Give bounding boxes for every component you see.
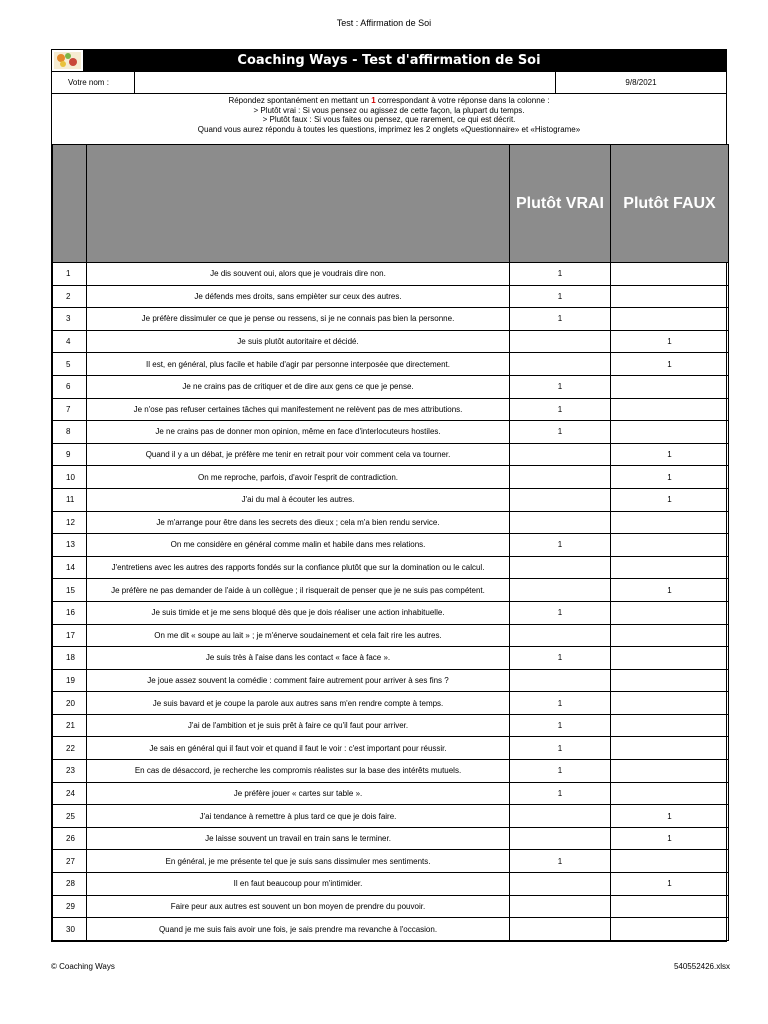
header-number-blank xyxy=(53,145,87,263)
question-text: Quand je me suis fais avoir une fois, je sais prendre ma revanche à l'occasion. xyxy=(87,918,510,941)
question-number: 25 xyxy=(53,805,87,828)
table-row xyxy=(53,850,729,873)
table-row xyxy=(53,760,729,783)
question-number: 5 xyxy=(53,353,87,376)
table-row xyxy=(53,579,729,602)
answer-vrai-cell[interactable] xyxy=(510,873,611,896)
answer-vrai-cell[interactable] xyxy=(510,556,611,579)
table-row xyxy=(53,285,729,308)
answer-faux-cell[interactable] xyxy=(611,692,729,715)
table-row xyxy=(53,805,729,828)
table-row xyxy=(53,714,729,737)
question-number: 1 xyxy=(53,263,87,286)
answer-vrai-cell[interactable]: 1 xyxy=(510,263,611,286)
question-text: Je laisse souvent un travail en train sans le terminer. xyxy=(87,827,510,850)
answer-vrai-cell[interactable] xyxy=(510,443,611,466)
answer-faux-cell[interactable]: 1 xyxy=(611,579,729,602)
question-text: Je n'ose pas refuser certaines tâches qui manifestement ne relèvent pas de mes attributions. xyxy=(87,398,510,421)
page-header: Test : Affirmation de Soi xyxy=(336,18,432,28)
table-row xyxy=(53,647,729,670)
questions-table xyxy=(52,144,729,941)
name-row xyxy=(52,71,726,93)
instructions-line3: > Plutôt faux : Si vous faites ou pensez, que rarement, ce qui est décrit. xyxy=(262,115,516,124)
question-number: 29 xyxy=(53,895,87,918)
answer-vrai-cell[interactable] xyxy=(510,330,611,353)
name-label: Votre nom : xyxy=(52,72,135,93)
question-text: J'ai du mal à écouter les autres. xyxy=(87,488,510,511)
question-text: En général, je me présente tel que je suis sans dissimuler mes sentiments. xyxy=(87,850,510,873)
table-row xyxy=(53,873,729,896)
sheet-title: Coaching Ways - Test d'affirmation de Soi xyxy=(237,53,541,68)
answer-vrai-cell[interactable] xyxy=(510,669,611,692)
question-number: 6 xyxy=(53,375,87,398)
question-text: Je défends mes droits, sans empièter sur ceux des autres. xyxy=(87,285,510,308)
logo-icon xyxy=(52,50,83,71)
question-text: On me dit « soupe au lait » ; je m'énerve soudainement et cela fait rire les autres. xyxy=(87,624,510,647)
answer-vrai-cell[interactable]: 1 xyxy=(510,850,611,873)
title-bar xyxy=(52,50,726,71)
question-number: 22 xyxy=(53,737,87,760)
table-row xyxy=(53,669,729,692)
answer-faux-cell[interactable] xyxy=(611,714,729,737)
table-row xyxy=(53,263,729,286)
answer-faux-cell[interactable] xyxy=(611,647,729,670)
answer-faux-cell[interactable] xyxy=(611,624,729,647)
question-number: 11 xyxy=(53,488,87,511)
question-text: Je joue assez souvent la comédie : comment faire autrement pour arriver à ses fins ? xyxy=(87,669,510,692)
answer-faux-cell[interactable]: 1 xyxy=(611,805,729,828)
table-row xyxy=(53,353,729,376)
question-text: J'ai tendance à remettre à plus tard ce que je dois faire. xyxy=(87,805,510,828)
header-faux: Plutôt FAUX xyxy=(611,145,729,263)
question-number: 20 xyxy=(53,692,87,715)
answer-faux-cell[interactable] xyxy=(611,511,729,534)
table-row xyxy=(53,737,729,760)
answer-faux-cell[interactable]: 1 xyxy=(611,353,729,376)
table-row xyxy=(53,308,729,331)
question-text: En cas de désaccord, je recherche les compromis réalistes sur la base des intérêts mutuels. xyxy=(87,760,510,783)
table-row xyxy=(53,534,729,557)
question-text: Il en faut beaucoup pour m'intimider. xyxy=(87,873,510,896)
answer-vrai-cell[interactable]: 1 xyxy=(510,692,611,715)
table-body xyxy=(53,263,729,941)
question-number: 30 xyxy=(53,918,87,941)
answer-vrai-cell[interactable]: 1 xyxy=(510,714,611,737)
question-text: Je préfère dissimuler ce que je pense ou ressens, si je ne connais pas bien la personne. xyxy=(87,308,510,331)
table-row xyxy=(53,918,729,941)
answer-faux-cell[interactable] xyxy=(611,556,729,579)
answer-vrai-cell[interactable] xyxy=(510,511,611,534)
instructions-line4: Quand vous aurez répondu à toutes les questions, imprimez les 2 onglets «Questionnaire» et «Histograme» xyxy=(197,124,581,134)
date-cell: 9/8/2021 xyxy=(625,78,657,87)
question-number: 4 xyxy=(53,330,87,353)
answer-faux-cell[interactable]: 1 xyxy=(611,330,729,353)
question-number: 18 xyxy=(53,647,87,670)
answer-vrai-cell[interactable] xyxy=(510,579,611,602)
answer-vrai-cell[interactable]: 1 xyxy=(510,398,611,421)
table-header-row xyxy=(53,145,729,263)
question-number: 26 xyxy=(53,827,87,850)
answer-vrai-cell[interactable]: 1 xyxy=(510,647,611,670)
table-row xyxy=(53,782,729,805)
answer-faux-cell[interactable] xyxy=(611,398,729,421)
answer-vrai-cell[interactable]: 1 xyxy=(510,421,611,444)
question-text: Je préfère jouer « cartes sur table ». xyxy=(87,782,510,805)
answer-faux-cell[interactable] xyxy=(611,669,729,692)
name-input[interactable] xyxy=(135,72,556,93)
header-statement-blank xyxy=(87,145,510,263)
answer-vrai-cell[interactable] xyxy=(510,805,611,828)
table-row xyxy=(53,692,729,715)
instructions-number: 1 xyxy=(371,96,376,105)
answer-faux-cell[interactable] xyxy=(611,308,729,331)
answer-faux-cell[interactable]: 1 xyxy=(611,873,729,896)
question-text: Je suis bavard et je coupe la parole aux autres sans m'en rendre compte à temps. xyxy=(87,692,510,715)
question-text: Faire peur aux autres est souvent un bon moyen de prendre du pouvoir. xyxy=(87,895,510,918)
question-number: 28 xyxy=(53,873,87,896)
footer-filename: 540552426.xlsx xyxy=(673,962,730,971)
question-text: On me considère en général comme malin et habile dans mes relations. xyxy=(87,534,510,557)
table-row xyxy=(53,375,729,398)
answer-vrai-cell[interactable] xyxy=(510,827,611,850)
question-text: On me reproche, parfois, d'avoir l'esprit de contradiction. xyxy=(87,466,510,489)
question-number: 8 xyxy=(53,421,87,444)
answer-faux-cell[interactable] xyxy=(611,421,729,444)
answer-vrai-cell[interactable]: 1 xyxy=(510,601,611,624)
question-number: 9 xyxy=(53,443,87,466)
table-row xyxy=(53,398,729,421)
question-number: 12 xyxy=(53,511,87,534)
table-row xyxy=(53,624,729,647)
question-number: 19 xyxy=(53,669,87,692)
table-row xyxy=(53,556,729,579)
answer-faux-cell[interactable] xyxy=(611,285,729,308)
answer-vrai-cell[interactable]: 1 xyxy=(510,737,611,760)
answer-faux-cell[interactable] xyxy=(611,782,729,805)
answer-vrai-cell[interactable] xyxy=(510,895,611,918)
answer-faux-cell[interactable]: 1 xyxy=(611,443,729,466)
instructions-line1-after: correspondant à votre réponse dans la colonne : xyxy=(375,96,550,105)
answer-vrai-cell[interactable]: 1 xyxy=(510,534,611,557)
question-number: 7 xyxy=(53,398,87,421)
answer-faux-cell[interactable] xyxy=(611,737,729,760)
question-number: 21 xyxy=(53,714,87,737)
table-row xyxy=(53,895,729,918)
question-text: Je sais en général qui il faut voir et quand il faut le voir : c'est important pour réussir. xyxy=(87,737,510,760)
question-text: J'entretiens avec les autres des rapports fondés sur la confiance plutôt que sur la domination ou le calcul. xyxy=(87,556,510,579)
answer-vrai-cell[interactable]: 1 xyxy=(510,285,611,308)
table-row xyxy=(53,488,729,511)
answer-vrai-cell[interactable] xyxy=(510,488,611,511)
header-vrai: Plutôt VRAI xyxy=(510,145,611,263)
answer-faux-cell[interactable] xyxy=(611,534,729,557)
answer-faux-cell[interactable] xyxy=(611,263,729,286)
question-number: 24 xyxy=(53,782,87,805)
answer-faux-cell[interactable] xyxy=(611,918,729,941)
answer-vrai-cell[interactable]: 1 xyxy=(510,308,611,331)
instructions-line1-before: Répondez spontanément en mettant un xyxy=(228,96,372,105)
answer-vrai-cell[interactable] xyxy=(510,353,611,376)
question-number: 23 xyxy=(53,760,87,783)
answer-vrai-cell[interactable]: 1 xyxy=(510,760,611,783)
question-number: 16 xyxy=(53,601,87,624)
table-row xyxy=(53,466,729,489)
question-number: 14 xyxy=(53,556,87,579)
table-row xyxy=(53,511,729,534)
table-row xyxy=(53,330,729,353)
question-text: Quand il y a un débat, je préfère me tenir en retrait pour voir comment cela va tourner. xyxy=(87,443,510,466)
question-number: 3 xyxy=(53,308,87,331)
question-number: 2 xyxy=(53,285,87,308)
question-text: Je suis plutôt autoritaire et décidé. xyxy=(87,330,510,353)
question-number: 17 xyxy=(53,624,87,647)
question-number: 10 xyxy=(53,466,87,489)
question-text: Je m'arrange pour être dans les secrets des dieux ; cela m'a bien rendu service. xyxy=(87,511,510,534)
question-number: 15 xyxy=(53,579,87,602)
answer-faux-cell[interactable]: 1 xyxy=(611,827,729,850)
answer-faux-cell[interactable]: 1 xyxy=(611,466,729,489)
question-text: Je suis très à l'aise dans les contact « face à face ». xyxy=(87,647,510,670)
answer-faux-cell[interactable] xyxy=(611,601,729,624)
answer-faux-cell[interactable]: 1 xyxy=(611,488,729,511)
instructions xyxy=(52,93,726,144)
question-text: Je ne crains pas de donner mon opinion, même en face d'interlocuteurs hostiles. xyxy=(87,421,510,444)
question-text: Je ne crains pas de critiquer et de dire aux gens ce que je pense. xyxy=(87,375,510,398)
answer-faux-cell[interactable] xyxy=(611,850,729,873)
question-number: 27 xyxy=(53,850,87,873)
answer-vrai-cell[interactable]: 1 xyxy=(510,782,611,805)
question-text: J'ai de l'ambition et je suis prêt à faire ce qu'il faut pour arriver. xyxy=(87,714,510,737)
table-row xyxy=(53,443,729,466)
answer-vrai-cell[interactable] xyxy=(510,466,611,489)
question-number: 13 xyxy=(53,534,87,557)
answer-faux-cell[interactable] xyxy=(611,895,729,918)
answer-faux-cell[interactable] xyxy=(611,760,729,783)
question-text: Je dis souvent oui, alors que je voudrais dire non. xyxy=(87,263,510,286)
answer-vrai-cell[interactable] xyxy=(510,918,611,941)
table-row xyxy=(53,421,729,444)
question-text: Je suis timide et je me sens bloqué dès que je dois réaliser une action inhabituelle. xyxy=(87,601,510,624)
table-row xyxy=(53,601,729,624)
question-text: Je préfère ne pas demander de l'aide à un collègue ; il risquerait de penser que je ne suis pas compétent. xyxy=(87,579,510,602)
question-text: Il est, en général, plus facile et habile d'agir par personne interposée que directement. xyxy=(87,353,510,376)
table-row xyxy=(53,827,729,850)
instructions-line2: > Plutôt vrai : Si vous pensez ou agissez de cette façon, la plupart du temps. xyxy=(253,105,525,115)
questionnaire-sheet xyxy=(51,49,727,942)
answer-vrai-cell[interactable]: 1 xyxy=(510,375,611,398)
footer-copyright: © Coaching Ways xyxy=(51,962,115,971)
answer-vrai-cell[interactable] xyxy=(510,624,611,647)
answer-faux-cell[interactable] xyxy=(611,375,729,398)
